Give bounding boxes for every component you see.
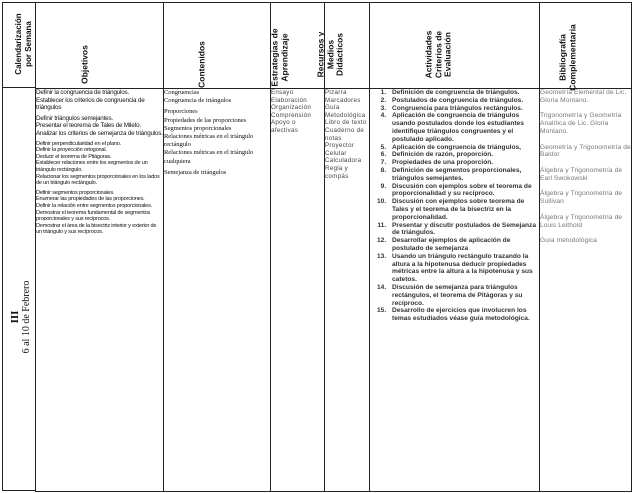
content-item: Propiedades de las proporciones bbox=[164, 116, 247, 124]
contents-header bbox=[164, 3, 271, 89]
bibliography-item: Álgebra y Trigonometría de Earl Swokowski bbox=[540, 166, 623, 182]
activity-item: 3. Congruencia para triángulos rectángulos. bbox=[388, 105, 539, 113]
activity-item: 15. Desarrollo de ejercicios que involucren los temas estudiados véase guía metodológica. bbox=[388, 307, 539, 323]
content-item: Congruencia de triángulos bbox=[164, 97, 232, 105]
strategy-item: Apoyo o afectivas bbox=[271, 119, 299, 134]
week-label bbox=[9, 262, 33, 372]
objective-item: Definir la proyección ortogonal. bbox=[36, 147, 107, 154]
bibliography-item: Geometría Elemental de Lic. Gloria Montano. bbox=[540, 89, 627, 104]
content-item: Relaciones métricas en el triángulo cualquiera bbox=[164, 149, 254, 165]
activities-cell bbox=[370, 89, 540, 492]
objectives-cell bbox=[36, 89, 164, 492]
objective-item: Establecer los criterios de congruencia de triángulos bbox=[36, 96, 145, 112]
strategies-header-label: Estrategias de Aprendizaje bbox=[269, 28, 289, 87]
week-row bbox=[36, 89, 632, 492]
activities-header-label: Actividades Criterios de Evaluación bbox=[423, 30, 452, 79]
resource-item: Pizarra bbox=[325, 89, 347, 96]
activity-item: 9. Discusión con ejemplos sobre el teorema de proporcionalidad y su recíproco. bbox=[388, 183, 539, 199]
strategy-item: Elaboración bbox=[271, 96, 307, 104]
objective-item: Analizar los criterios de semejanza de triángulos. bbox=[36, 129, 163, 137]
resource-item: Regla y compás bbox=[325, 164, 349, 180]
activity-item: 12. Desarrollar ejemplos de aplicación de postulado de semejanza bbox=[388, 237, 539, 253]
resource-item: Proyector bbox=[325, 142, 355, 150]
activity-item: 7. Propiedades de una proporción. bbox=[388, 159, 539, 167]
resource-item: Calculadora bbox=[325, 157, 362, 165]
activities-list bbox=[370, 89, 539, 323]
objective-item: Enumerar las propiedades de las proporciones. bbox=[36, 196, 145, 203]
objectives-header bbox=[36, 3, 164, 89]
objective-item: Deducir el teorema de Pitágoras. bbox=[36, 153, 112, 160]
week-header-label: Calendarización por Semana bbox=[14, 13, 33, 75]
resource-item: Metodológica bbox=[325, 111, 366, 119]
activity-item: 4. Aplicación de congruencia de triángulos usando postulados donde los estudiantes identifique triángulos congruentes y el postulado aplicado. bbox=[388, 112, 539, 143]
content-item: Relaciones métricas en el triángulo rectángulo bbox=[164, 133, 254, 149]
activity-item: 11. Presentar y discutir postulados de Semejanza de triángulos. bbox=[388, 222, 539, 238]
content-item: Congruencias bbox=[164, 89, 200, 96]
resources-header-label: Recursos y Medios Didácticos bbox=[315, 31, 345, 78]
activity-item: 5. Aplicación de congruencia de triángulos, bbox=[388, 144, 539, 152]
resource-item: Marcadores bbox=[325, 96, 361, 104]
bibliography-item: Álgebra y Trigonometría de Louis Leithold bbox=[540, 213, 623, 229]
objective-item: Definir la relación entre segmentos proporcionales. bbox=[36, 202, 153, 209]
activity-item: 2. Postulados de congruencia de triángulos. bbox=[388, 97, 539, 105]
week-cell bbox=[2, 87, 35, 491]
resource-item: Cuaderno de bbox=[325, 126, 365, 134]
lesson-plan-table bbox=[35, 2, 632, 492]
activities-header bbox=[370, 3, 540, 89]
objective-item: Demostrar el área de la bisectriz interior y exterior de un triángulo y sus recíprocos. bbox=[36, 222, 157, 236]
activity-item: 14. Discusión de semejanza para triángulos rectángulos, el teorema de Pitágoras y su recíproco. bbox=[388, 284, 539, 307]
strategies-cell bbox=[271, 89, 325, 492]
week-number: III bbox=[9, 310, 21, 324]
objective-item: Demostrar el teorema fundamental de segmentos proporcionales y sus recíprocos. bbox=[36, 209, 151, 223]
objective-item: Definir segmentos proporcionales. bbox=[36, 189, 115, 196]
resources-header bbox=[315, 3, 370, 89]
content-item: Semejanza de triángulos bbox=[164, 168, 227, 176]
week-header-cell bbox=[2, 2, 35, 88]
activity-item: 13. Usando un triángulo rectángulo trazando la altura a la hipotenusa deducir propiedades métricas entre la altura a la hipotenusa y sus catetos. bbox=[388, 253, 539, 284]
bibliography-item: Guía metodológica bbox=[540, 237, 598, 245]
strategy-item: Ensayo bbox=[271, 89, 294, 96]
resources-cell bbox=[325, 89, 370, 492]
resource-item: Guía bbox=[325, 104, 340, 112]
objective-item: Definir perpendicularidad en el plano. bbox=[36, 140, 122, 147]
objective-item: Definir la congruencia de triángulos. bbox=[36, 89, 130, 96]
contents-header-label: Contenidos bbox=[196, 41, 207, 88]
contents-cell bbox=[164, 89, 271, 492]
content-item: Proporciones bbox=[164, 108, 198, 116]
bibliography-item: Álgebra y Trigonometría de Sullivan bbox=[540, 190, 623, 206]
objective-item: Presentar el teorema de Tales de Mileto. bbox=[36, 122, 141, 130]
activity-item: 10. Discusión con ejemplos sobre teorema de Tales y el teorema de la bisectriz en la proporcionalidad. bbox=[388, 198, 539, 221]
bibliography-header bbox=[540, 3, 632, 89]
resource-item: Celular bbox=[325, 149, 347, 157]
bibliography-cell bbox=[540, 89, 632, 492]
objective-item: Establecer relaciones entre los segmentos de un triángulo rectángulo. bbox=[36, 160, 148, 173]
resource-item: Libro de texto bbox=[325, 119, 367, 127]
strategy-item: Organización bbox=[271, 104, 312, 112]
bibliography-header-label: Bibliografía Complementaria bbox=[557, 24, 577, 91]
objectives-header-label: Objetivos bbox=[79, 45, 89, 84]
header-row bbox=[36, 3, 632, 89]
week-dates: 6 al 10 de Febrero bbox=[21, 280, 32, 354]
strategy-item: Comprensión bbox=[271, 111, 312, 119]
bibliography-item: Trigonometría y Geometría Analítica de Lic. Gloria Montano. bbox=[540, 112, 622, 135]
activity-item: 1. Definición de congruencia de triángulos. bbox=[388, 89, 539, 97]
content-item: Segmentos proporcionales bbox=[164, 124, 232, 132]
objective-item: Definir triángulos semejantes. bbox=[36, 114, 113, 122]
objective-item: Relacionar los segmentos proporcionales en los lados de un triángulo rectángulo. bbox=[36, 173, 160, 187]
resource-item: notas bbox=[325, 134, 342, 142]
activity-item: 6. Definición de razón, proporción. bbox=[388, 151, 539, 159]
bibliography-item: Geometría y Trigonometría de Baldor bbox=[540, 143, 631, 159]
activity-item: 8. Definición de segmentos proporcionales, triángulos semejantes. bbox=[388, 167, 539, 183]
